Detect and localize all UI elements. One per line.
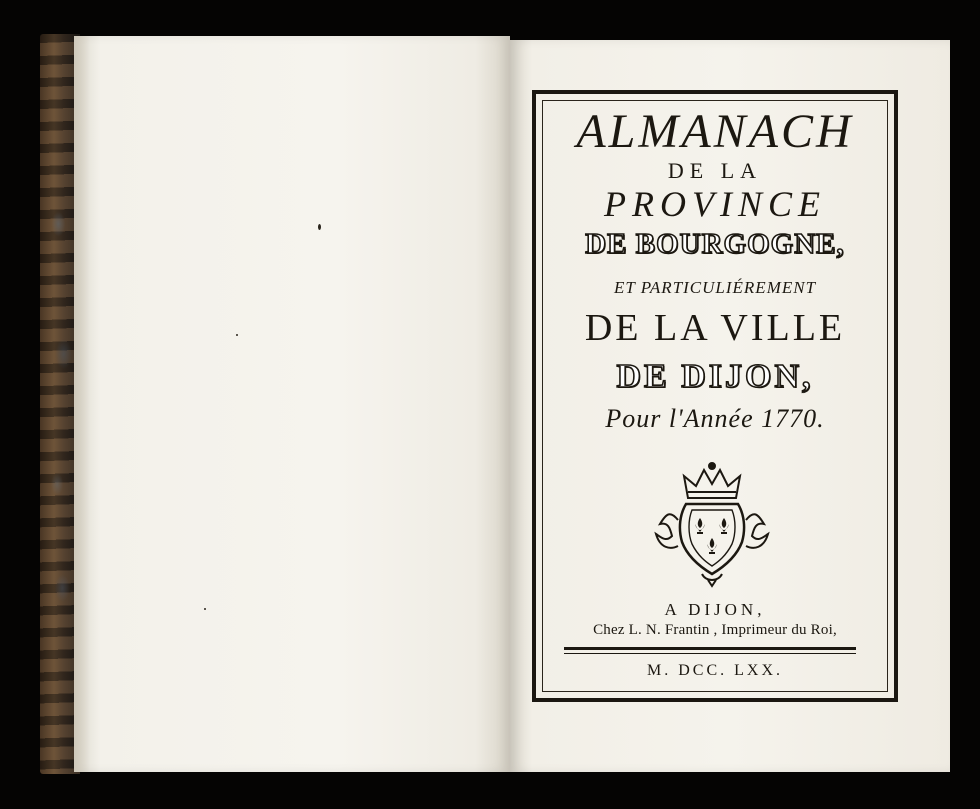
ink-speck <box>236 334 238 336</box>
ink-speck <box>318 224 321 230</box>
title-de-la: DE LA <box>667 158 763 183</box>
title-almanach: ALMANACH <box>576 105 854 158</box>
ink-speck <box>204 608 206 610</box>
title-particulierement: ET PARTICULIÉREMENT <box>613 278 817 297</box>
imprint-date: M. DCC. LXX. <box>646 662 783 679</box>
title-year-line: Pour l'Année 1770. <box>605 404 825 433</box>
left-blank-page <box>74 36 510 772</box>
title-de-la-ville: DE LA VILLE <box>584 307 846 349</box>
imprint-printer: Chez L. N. Frantin , Imprimeur du Roi, <box>593 622 837 638</box>
imprint-rule-thin <box>564 653 856 654</box>
imprint-rule-thick <box>564 647 856 650</box>
marbled-cover-edge <box>48 120 74 640</box>
royal-crown-fleur-de-lis-crest-icon <box>648 458 776 588</box>
title-de-bourgogne: DE BOURGOGNE, <box>585 228 845 260</box>
title-de-dijon: DE DIJON, <box>616 358 814 395</box>
imprint-place: A DIJON, <box>664 600 766 619</box>
title-province: PROVINCE <box>604 184 826 224</box>
